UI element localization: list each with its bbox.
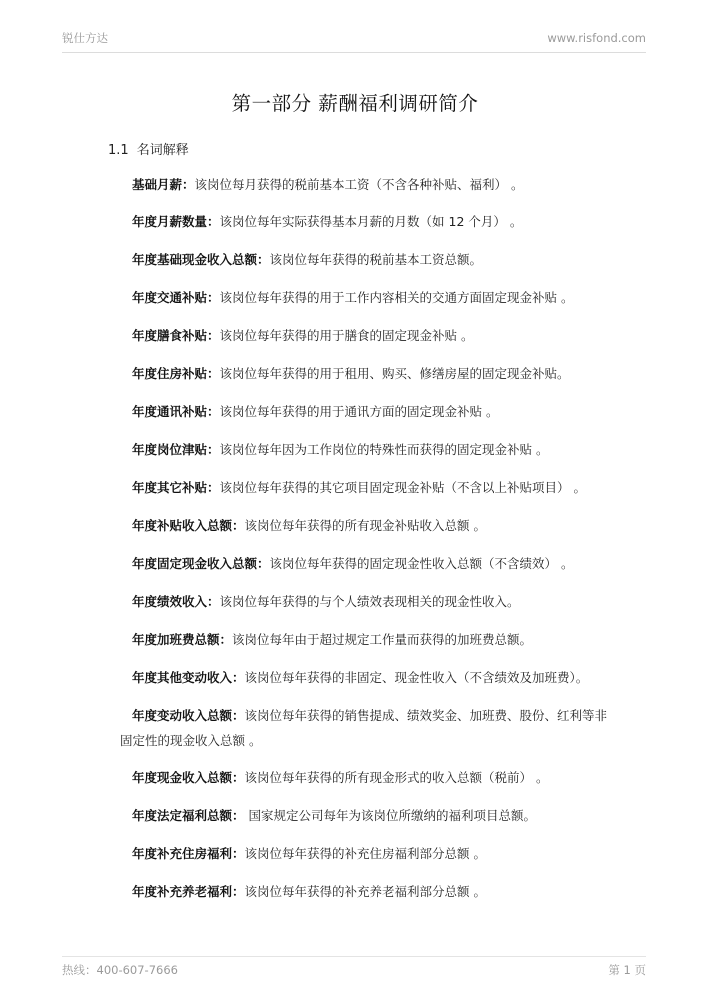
term-item <box>132 627 632 652</box>
term-name: 年度绩效收入： <box>132 594 220 609</box>
term-item <box>132 879 632 904</box>
term-name: 年度法定福利总额： <box>132 808 245 823</box>
term-description: 该岗位每年获得的用于膳食的固定现金补贴 。 <box>219 328 474 343</box>
section-number: 1.1 <box>108 143 129 158</box>
page-footer <box>62 960 646 980</box>
term-description: 国家规定公司每年为该岗位所缴纳的福利项目总额。 <box>244 808 536 823</box>
term-item <box>132 513 632 538</box>
term-name: 年度加班费总额： <box>132 632 233 647</box>
term-description: 该岗位每年获得的与个人绩效表现相关的现金性收入。 <box>219 594 520 609</box>
term-name: 年度通讯补贴： <box>132 404 220 419</box>
term-item <box>120 703 632 753</box>
term-name: 年度基础现金收入总额： <box>132 252 270 267</box>
term-description: 该岗位每年获得的非固定、现金性收入（不含绩效及加班费）。 <box>244 670 589 685</box>
header-divider <box>62 52 646 53</box>
term-description: 该岗位每年获得的补充养老福利部分总额 。 <box>244 884 486 899</box>
term-name: 年度膳食补贴： <box>132 328 220 343</box>
term-item <box>132 172 632 197</box>
term-item <box>132 475 632 500</box>
term-description: 该岗位每年获得的补充住房福利部分总额 。 <box>244 846 486 861</box>
term-description: 该岗位每年由于超过规定工作量而获得的加班费总额。 <box>232 632 533 647</box>
term-name: 年度补贴收入总额： <box>132 518 245 533</box>
term-item <box>132 437 632 462</box>
term-description: 该岗位每年获得的用于工作内容相关的交通方面固定现金补贴 。 <box>219 290 574 305</box>
page-header <box>62 28 646 48</box>
term-description: 该岗位每年获得的用于租用、购买、修缮房屋的固定现金补贴。 <box>219 366 570 381</box>
term-item <box>132 399 632 424</box>
term-description: 该岗位每年因为工作岗位的特殊性而获得的固定现金补贴 。 <box>219 442 549 457</box>
term-description: 该岗位每年获得的所有现金形式的收入总额（税前） 。 <box>244 770 549 785</box>
term-item <box>132 589 632 614</box>
website-url[interactable]: www.risfond.com <box>547 31 646 45</box>
term-item <box>132 209 632 234</box>
footer-divider <box>62 956 646 957</box>
term-item <box>132 323 632 348</box>
term-description-continued: 固定性的现金收入总额 。 <box>120 733 262 748</box>
term-item <box>132 247 632 272</box>
term-item <box>132 285 632 310</box>
term-item <box>132 765 632 790</box>
term-description: 该岗位每年获得的其它项目固定现金补贴（不含以上补贴项目） 。 <box>219 480 586 495</box>
term-name: 年度变动收入总额： <box>132 708 245 723</box>
term-name: 年度交通补贴： <box>132 290 220 305</box>
document-title: 第一部分 薪酬福利调研简介 <box>231 92 479 115</box>
term-name: 年度补充养老福利： <box>132 884 245 899</box>
term-name: 年度补充住房福利： <box>132 846 245 861</box>
term-name: 年度月薪数量： <box>132 214 220 229</box>
term-description: 该岗位每年获得的所有现金补贴收入总额 。 <box>244 518 486 533</box>
term-name: 年度其他变动收入： <box>132 670 245 685</box>
term-name: 基础月薪： <box>132 177 195 192</box>
term-description: 该岗位每年实际获得基本月薪的月数（如 12 个月） 。 <box>219 214 523 229</box>
term-name: 年度住房补贴： <box>132 366 220 381</box>
term-name: 年度岗位津贴： <box>132 442 220 457</box>
term-description: 该岗位每年获得的税前基本工资总额。 <box>269 252 483 267</box>
term-item <box>132 803 632 828</box>
section-label: 名词解释 <box>136 143 189 158</box>
term-name: 年度其它补贴： <box>132 480 220 495</box>
term-description: 该岗位每年获得的固定现金性收入总额（不含绩效） 。 <box>269 556 574 571</box>
hotline-text: 热线：400-607-7666 <box>62 963 178 977</box>
section-heading <box>108 139 189 158</box>
term-description: 该岗位每月获得的税前基本工资（不含各种补贴、福利） 。 <box>194 177 524 192</box>
term-item <box>132 361 632 386</box>
term-description: 该岗位每年获得的用于通讯方面的固定现金补贴 。 <box>219 404 499 419</box>
term-name: 年度现金收入总额： <box>132 770 245 785</box>
term-name: 年度固定现金收入总额： <box>132 556 270 571</box>
term-description: 该岗位每年获得的销售提成、绩效奖金、加班费、股份、红利等非 <box>244 708 608 723</box>
term-item <box>132 551 632 576</box>
term-item <box>132 665 632 690</box>
company-name: 锐仕方达 <box>62 31 108 45</box>
page-number: 第 1 页 <box>608 963 646 977</box>
term-item <box>132 841 632 866</box>
